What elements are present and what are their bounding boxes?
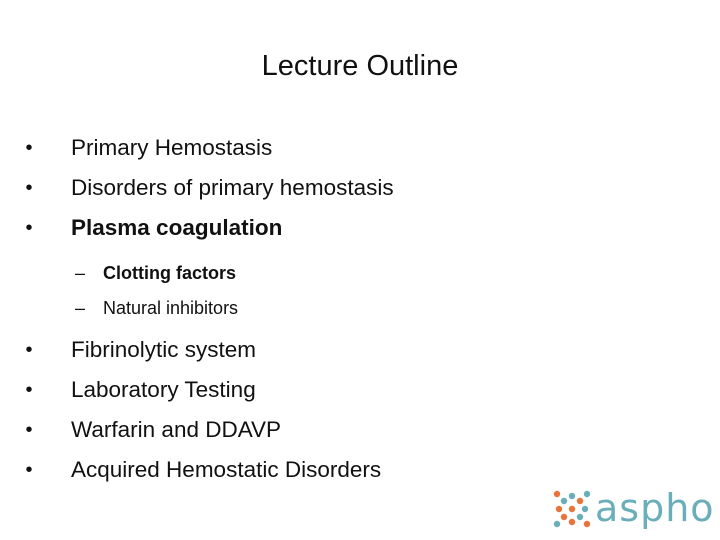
logo-dot [556,506,562,512]
outline-item [18,170,678,210]
outline-subitem [18,256,678,291]
logo-dot [584,491,590,497]
logo-dot [561,514,567,520]
outline-item-text: Laboratory Testing [71,377,256,402]
bullet-icon: • [25,459,33,481]
logo-dot [577,498,583,504]
bullet-icon: • [25,137,33,159]
aspho-logo [553,486,713,530]
outline-subitem [18,291,678,326]
logo-dot [569,493,575,499]
logo-dot [569,506,575,512]
outline-item-text: Disorders of primary hemostasis [71,175,394,200]
logo-dot [569,519,575,525]
logo-dot [582,506,588,512]
logo-dot [577,514,583,520]
logo-dot [584,521,590,527]
bullet-icon: • [25,379,33,401]
dash-icon: – [75,263,86,283]
outline-item-text: Acquired Hemostatic Disorders [71,457,382,482]
outline-list [18,130,678,492]
dash-icon: – [75,298,86,318]
bullet-icon: • [25,339,33,361]
logo-dot [554,491,560,497]
outline-item [18,210,678,250]
logo-text: aspho [595,486,715,530]
outline-item-text: Fibrinolytic system [71,337,257,362]
outline-item [18,372,678,412]
logo-dot [561,498,567,504]
bullet-icon: • [25,217,33,239]
outline-item-text: Warfarin and DDAVP [71,417,282,442]
outline-item [18,332,678,372]
outline-item [18,412,678,452]
outline-item [18,130,678,170]
molecule-cross-icon [553,490,591,528]
bullet-icon: • [25,177,33,199]
outline-item-text: Plasma coagulation [71,215,283,240]
slide-title: Lecture Outline [261,50,459,82]
outline-subitem-text: Natural inhibitors [103,298,239,318]
outline-item-text: Primary Hemostasis [71,135,273,160]
logo-dot [554,521,560,527]
outline-subitem-text: Clotting factors [103,263,236,283]
bullet-icon: • [25,419,33,441]
